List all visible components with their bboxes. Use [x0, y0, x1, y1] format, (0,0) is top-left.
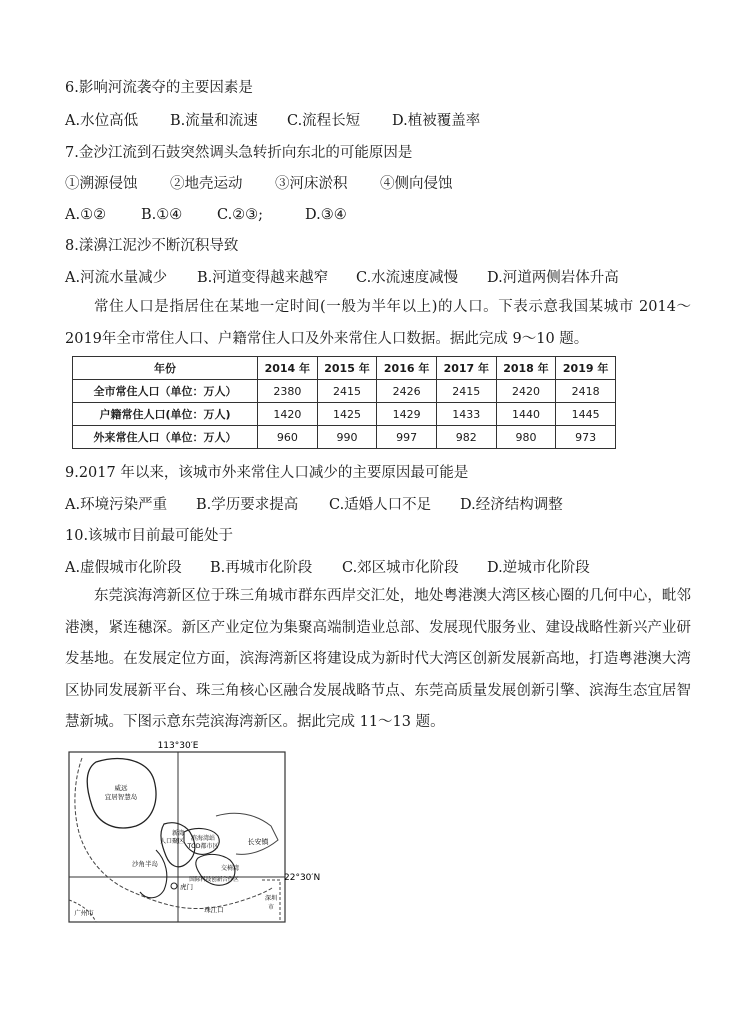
q9-stem: 9.2017 年以来，该城市外来常住人口减少的主要原因最可能是 [65, 465, 469, 481]
map-label-weiyuan-island: 宜居智慧岛 [104, 793, 138, 801]
table-row [73, 403, 616, 426]
map-label-changan: 长安镇 [247, 838, 269, 846]
map-label-weiyuan: 威远 [114, 784, 128, 792]
map-label-pearl-river-mouth: 珠江口 [204, 906, 224, 914]
latitude-label: 22°30′N [284, 873, 321, 883]
table-cell: 2415 [436, 380, 496, 403]
q9-option-d[interactable]: D.经济结构调整 [460, 497, 563, 513]
table-header-cell: 年份 [73, 357, 258, 380]
q7-item-2: ②地壳运动 [170, 176, 243, 192]
map-label-xinwan: 新湾 [171, 830, 184, 837]
q8-option-b[interactable]: B.河道变得越来越窄 [197, 270, 329, 286]
shajiao-coast [140, 850, 167, 898]
humen-marker [171, 883, 177, 889]
q9-option-a[interactable]: A.环境污染严重 [65, 497, 168, 513]
table-cell: 2415 [317, 380, 377, 403]
q10-option-c[interactable]: C.郊区城市化阶段 [342, 560, 459, 576]
longitude-label: 113°30′E [157, 741, 199, 751]
table-header-cell: 2014 年 [258, 357, 318, 380]
q10-option-d[interactable]: D.逆城市化阶段 [487, 560, 590, 576]
table-cell: 990 [317, 426, 377, 449]
table-cell: 1440 [496, 403, 556, 426]
map-label-humen: 虎门 [180, 883, 193, 891]
map-label-xinwan-pop: 人口聚区 [159, 838, 184, 845]
q8-option-c[interactable]: C.水流速度减慢 [356, 270, 459, 286]
table-cell: 2380 [258, 380, 318, 403]
table-header-cell: 2016 年 [377, 357, 437, 380]
intro-paragraph-9-10: 常住人口是指居住在某地一定时间(一般为半年以上)的人口。下表示意我国某城市 2014～2019年全市常住人口、户籍常住人口及外来常住人口数据。据此完成 9～10 题。 [65, 299, 691, 347]
q6-option-c[interactable]: C.流程长短 [287, 113, 361, 129]
table-cell: 973 [556, 426, 616, 449]
table-cell: 1420 [258, 403, 318, 426]
q7-item-1: ①溯源侵蚀 [65, 176, 138, 192]
table-cell: 2426 [377, 380, 437, 403]
table-row-label: 户籍常住人口(单位：万人) [73, 403, 258, 426]
population-table [72, 356, 616, 449]
table-header-row [73, 357, 616, 380]
map-label-jiaoyi-bay: 交椅湾 [220, 865, 240, 872]
q10-option-b[interactable]: B.再城市化阶段 [210, 560, 313, 576]
intro-paragraph-11-13: 东莞滨海湾新区位于珠三角城市群东西岸交汇处，地处粤港澳大湾区核心圈的几何中心，毗邻港澳，紧连穗深。新区产业定位为集聚高端制造业总部、发展现代服务业、建设战略性新兴产业研发基地。在发展定位方面，滨海湾新区将建设成为新时代大湾区创新发展新高地，打造粤港澳大湾区协同发展新平台、珠三角核心区融合发展战略节点、东莞高质量发展创新引擎、滨海生态宜居智慧新城。下图示意东莞滨海湾新区。据此完成 11～13 题。 [65, 588, 691, 730]
q6-option-a[interactable]: A.水位高低 [65, 113, 139, 129]
q8-option-a[interactable]: A.河流水量减少 [65, 270, 168, 286]
q10-option-a[interactable]: A.虚假城市化阶段 [65, 560, 182, 576]
table-row [73, 380, 616, 403]
q7-option-c[interactable]: C.②③; [217, 207, 264, 223]
table-cell: 1433 [436, 403, 496, 426]
table-cell: 1445 [556, 403, 616, 426]
table-cell: 982 [436, 426, 496, 449]
map-label-innovation: 国际科技创新合作区 [189, 877, 239, 883]
table-header-cell: 2018 年 [496, 357, 556, 380]
table-row [73, 426, 616, 449]
table-header-cell: 2015 年 [317, 357, 377, 380]
q7-item-4: ④侧向侵蚀 [380, 176, 453, 192]
table-cell: 980 [496, 426, 556, 449]
table-cell: 997 [377, 426, 437, 449]
q8-stem: 8.漾濞江泥沙不断沉积导致 [65, 238, 239, 254]
q7-option-d[interactable]: D.③④ [305, 207, 347, 223]
q8-option-d[interactable]: D.河道两侧岩体升高 [487, 270, 619, 286]
table-header-cell: 2019 年 [556, 357, 616, 380]
q9-option-b[interactable]: B.学历要求提高 [196, 497, 299, 513]
changan-coast [216, 813, 278, 854]
map-label-guangzhou: 广州市 [74, 909, 94, 917]
map-label-tod: TOD都市区 [187, 843, 219, 850]
map-label-shenzhen-city: 市 [267, 904, 275, 911]
q7-stem: 7.金沙江流到石鼓突然调头急转折向东北的可能原因是 [65, 145, 413, 161]
q6-option-d[interactable]: D.植被覆盖率 [392, 113, 481, 129]
q7-option-b[interactable]: B.①④ [141, 207, 183, 223]
table-cell: 1429 [377, 403, 437, 426]
table-row-label: 全市常住人口（单位：万人） [73, 380, 258, 403]
binhai-bay-map [66, 740, 321, 926]
q6-option-b[interactable]: B.流量和流速 [170, 113, 258, 129]
table-cell: 2420 [496, 380, 556, 403]
q6-stem: 6.影响河流袭夺的主要因素是 [65, 80, 253, 96]
map-label-binhai-station: 滨海湾站 [190, 835, 216, 842]
q7-option-a[interactable]: A.①② [65, 207, 107, 223]
map-label-shenzhen: 深圳 [264, 895, 278, 902]
table-row-label: 外来常住人口（单位：万人） [73, 426, 258, 449]
map-svg [66, 740, 321, 926]
map-label-shajiao: 沙角半岛 [132, 860, 158, 868]
q9-option-c[interactable]: C.适婚人口不足 [329, 497, 432, 513]
table-cell: 2418 [556, 380, 616, 403]
table-cell: 960 [258, 426, 318, 449]
q10-stem: 10.该城市目前最可能处于 [65, 528, 234, 544]
table-cell: 1425 [317, 403, 377, 426]
q7-item-3: ③河床淤积 [275, 176, 348, 192]
table-header-cell: 2017 年 [436, 357, 496, 380]
